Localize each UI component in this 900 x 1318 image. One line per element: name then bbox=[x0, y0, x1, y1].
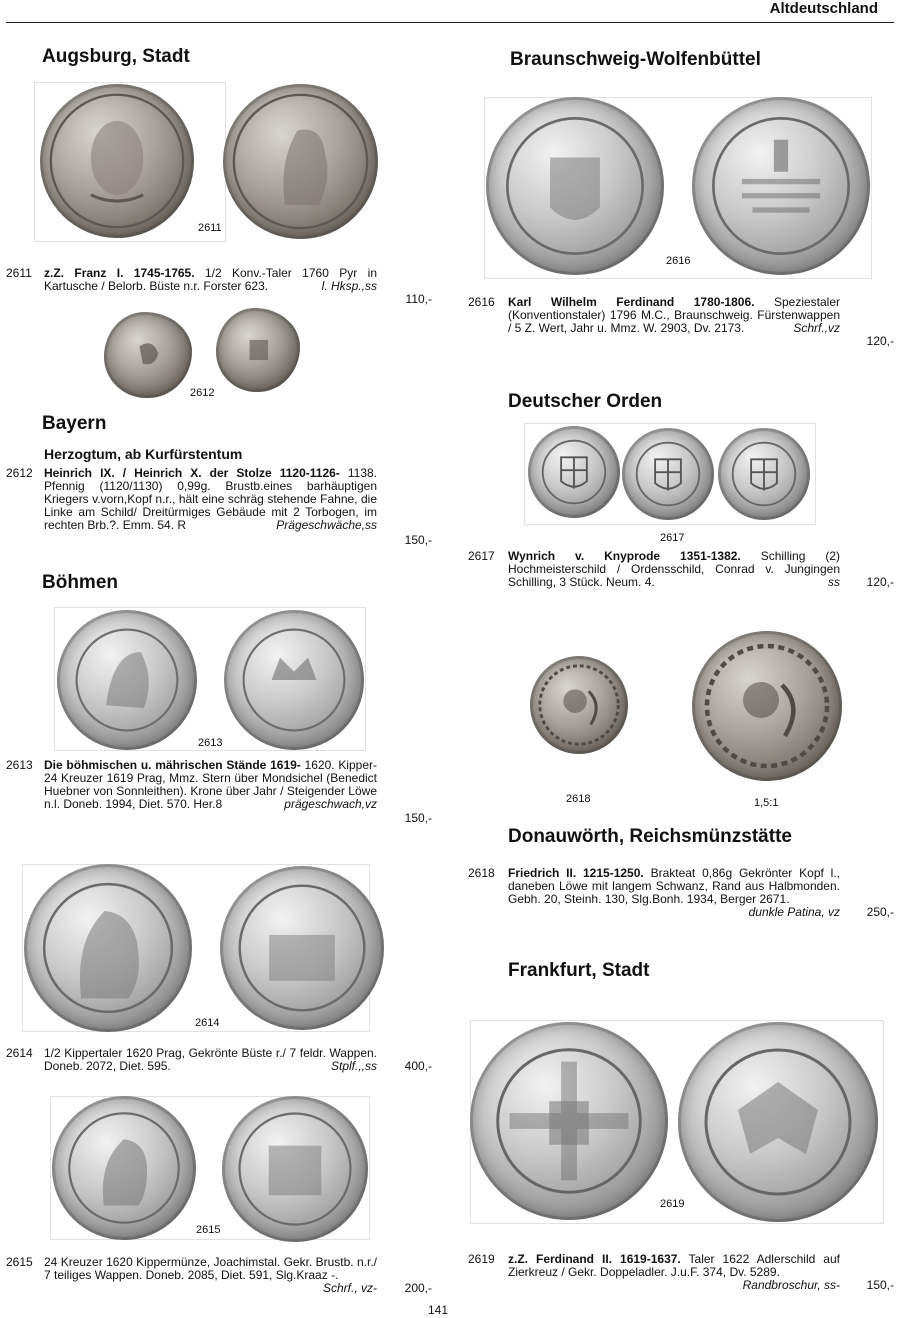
lot-2616 bbox=[468, 296, 894, 352]
page-number: 141 bbox=[428, 1303, 449, 1317]
subsection-title-bayern: Herzogtum, ab Kurfürstentum bbox=[44, 446, 243, 462]
lot-heading: Friedrich II. 1215-1250. bbox=[508, 866, 644, 880]
lot-price: 150,- bbox=[404, 533, 432, 547]
section-title-frankfurt: Frankfurt, Stadt bbox=[508, 960, 650, 981]
lot-2615 bbox=[6, 1256, 432, 1296]
lot-2613 bbox=[6, 759, 432, 827]
lot-description: Schilling (2) Hochmeisterschild / Ordensschild, Conrad v. Jungingen Schilling, 3 Stück. Neum. 4. bbox=[508, 549, 840, 589]
lot-2619-image-label: 2619 bbox=[660, 1198, 685, 1210]
lot-description: 24 Kreuzer 1620 Kippermünze, Joachimstal. Gekr. Brustb. n.r./ 7 teiliges Wappen. Doneb. 2085, Diet. 591, Slg.Kraaz -. bbox=[44, 1255, 377, 1282]
lot-2619 bbox=[468, 1253, 894, 1295]
lot-number: 2614 bbox=[6, 1046, 33, 1060]
lot-2616-obverse-coin bbox=[486, 97, 664, 275]
lot-price: 250,- bbox=[866, 905, 894, 919]
lot-price: 120,- bbox=[866, 334, 894, 348]
lot-2615-obverse-coin bbox=[52, 1096, 196, 1240]
lot-description: 1620. Kipper-24 Kreuzer 1619 Prag, Mmz. Stern über Mondsichel (Benedict Huebner von Sonnleithen). Krone über Jahr / Steigender Löwe n.l. Doneb. 1994, Diet. 570. Her.8 bbox=[44, 758, 378, 811]
lot-description: Speziestaler (Konventionstaler) 1796 M.C., Braunschweig. Fürstenwappen / 5 Z. Wert, Jahr u. Mmz. W. 2903, Dv. 2173. bbox=[508, 295, 841, 335]
lot-heading: z.Z. Franz I. 1745-1765. bbox=[44, 266, 195, 280]
lot-grade: l. Hksp.,ss bbox=[321, 279, 377, 293]
lot-number: 2615 bbox=[6, 1255, 33, 1269]
lot-2618 bbox=[468, 867, 894, 923]
lot-number: 2619 bbox=[468, 1252, 495, 1266]
lot-2614-reverse-coin bbox=[220, 866, 384, 1030]
lot-grade: Randbroschur, ss- bbox=[742, 1278, 840, 1292]
lot-2616-image-label: 2616 bbox=[666, 255, 691, 267]
lot-price: 110,- bbox=[405, 292, 432, 306]
section-title-braunschweig: Braunschweig-Wolfenbüttel bbox=[510, 49, 761, 70]
lot-2617-coin-1 bbox=[528, 426, 620, 518]
lot-2611-image-label: 2611 bbox=[198, 222, 222, 234]
lot-grade: Schrf., vz- bbox=[322, 1281, 377, 1295]
lot-2617-coin-3 bbox=[718, 428, 810, 520]
lot-2613-obverse-coin bbox=[57, 610, 197, 750]
lot-2612-obverse-coin bbox=[104, 312, 192, 398]
lot-2618-enlarged-coin bbox=[692, 631, 842, 781]
section-title-boehmen: Böhmen bbox=[42, 572, 118, 593]
lot-2612 bbox=[6, 467, 432, 549]
lot-2612-reverse-coin bbox=[216, 308, 300, 392]
lot-2617-image-label: 2617 bbox=[660, 532, 685, 544]
lot-number: 2611 bbox=[6, 266, 32, 280]
lot-grade: Prägeschwäche,ss bbox=[276, 518, 377, 532]
lot-2611-obverse-coin bbox=[40, 84, 194, 238]
lot-number: 2617 bbox=[468, 549, 495, 563]
lot-number: 2613 bbox=[6, 758, 33, 772]
lot-heading: Heinrich IX. / Heinrich X. der Stolze 1120-1126- bbox=[44, 466, 340, 480]
lot-2618-image-label: 2618 bbox=[566, 793, 591, 805]
lot-2618-coin bbox=[530, 656, 628, 754]
lot-grade: dunkle Patina, vz bbox=[748, 905, 840, 919]
lot-2614-image-label: 2614 bbox=[195, 1017, 220, 1029]
lot-description: 1138. Pfennig (1120/1130) 0,99g. Brustb.eines barhäuptigen Kriegers v.vorn,Kopf n.r., hält eine schräg stehende Fahne, die Linke am Schild/ Dreitürmiges Gebäude mit 2 Torbogen, im rechten Brb.?. Emm. 54. R bbox=[44, 466, 377, 532]
lot-price: 150,- bbox=[866, 1278, 894, 1292]
section-title-bayern: Bayern bbox=[42, 413, 107, 434]
lot-price: 200,- bbox=[404, 1281, 432, 1295]
lot-2611-reverse-coin bbox=[223, 84, 378, 239]
lot-2613-reverse-coin bbox=[224, 610, 364, 750]
lot-heading: z.Z. Ferdinand II. 1619-1637. bbox=[508, 1252, 681, 1266]
lot-2617-coin-2 bbox=[622, 428, 714, 520]
header-rule bbox=[6, 22, 894, 23]
section-title-donauwoerth: Donauwörth, Reichsmünzstätte bbox=[508, 826, 792, 847]
lot-number: 2616 bbox=[468, 295, 495, 309]
lot-2612-image-label: 2612 bbox=[190, 387, 215, 399]
lot-2613-image-label: 2613 bbox=[198, 737, 223, 749]
lot-price: 150,- bbox=[404, 811, 432, 825]
lot-2619-reverse-coin bbox=[678, 1022, 878, 1222]
lot-2615-reverse-coin bbox=[222, 1096, 368, 1242]
lot-grade: prägeschwach,vz bbox=[284, 797, 377, 811]
lot-grade: Schrf.,vz bbox=[793, 321, 840, 335]
lot-2611 bbox=[6, 267, 432, 309]
lot-number: 2618 bbox=[468, 866, 495, 880]
lot-price: 120,- bbox=[866, 575, 894, 589]
lot-grade: Stplf.,,ss bbox=[330, 1059, 377, 1073]
section-title-deutscher-orden: Deutscher Orden bbox=[508, 391, 663, 412]
lot-heading: Die böhmischen u. mährischen Stände 1619- bbox=[44, 758, 301, 772]
lot-2617 bbox=[468, 550, 894, 592]
lot-2615-image-label: 2615 bbox=[196, 1224, 221, 1236]
lot-description: 1/2 Konv.-Taler 1760 Pyr in Kartusche / Belorb. Büste n.r. Forster 623. bbox=[44, 266, 377, 293]
lot-2616-reverse-coin bbox=[692, 97, 870, 275]
lot-grade: ss bbox=[828, 575, 840, 589]
lot-2619-obverse-coin bbox=[470, 1022, 668, 1220]
lot-description: Taler 1622 Adlerschild auf Zierkreuz / Gekr. Doppeladler. J.u.F. 374, Dv. 5289. bbox=[508, 1252, 840, 1279]
running-header: Altdeutschland bbox=[769, 0, 878, 17]
lot-price: 400,- bbox=[404, 1059, 432, 1073]
lot-2618-scale-label: 1,5:1 bbox=[754, 797, 779, 809]
lot-2614-obverse-coin bbox=[24, 864, 192, 1032]
lot-description: Brakteat 0,86g Gekrönter Kopf l., daneben Löwe mit langem Schwanz, Rand aus Halbmonden. Gebh. 20, Steinh. 130, Slg.Bonh. 1934, Berger 2671. bbox=[508, 866, 840, 906]
lot-heading: Wynrich v. Knyprode 1351-1382. bbox=[508, 549, 741, 563]
lot-description: 1/2 Kippertaler 1620 Prag, Gekrönte Büste r./ 7 feldr. Wappen. Doneb. 2072, Diet. 595. bbox=[44, 1046, 377, 1073]
lot-2614 bbox=[6, 1047, 432, 1075]
section-title-augsburg: Augsburg, Stadt bbox=[42, 46, 190, 67]
lot-number: 2612 bbox=[6, 466, 33, 480]
lot-heading: Karl Wilhelm Ferdinand 1780-1806. bbox=[508, 295, 755, 309]
